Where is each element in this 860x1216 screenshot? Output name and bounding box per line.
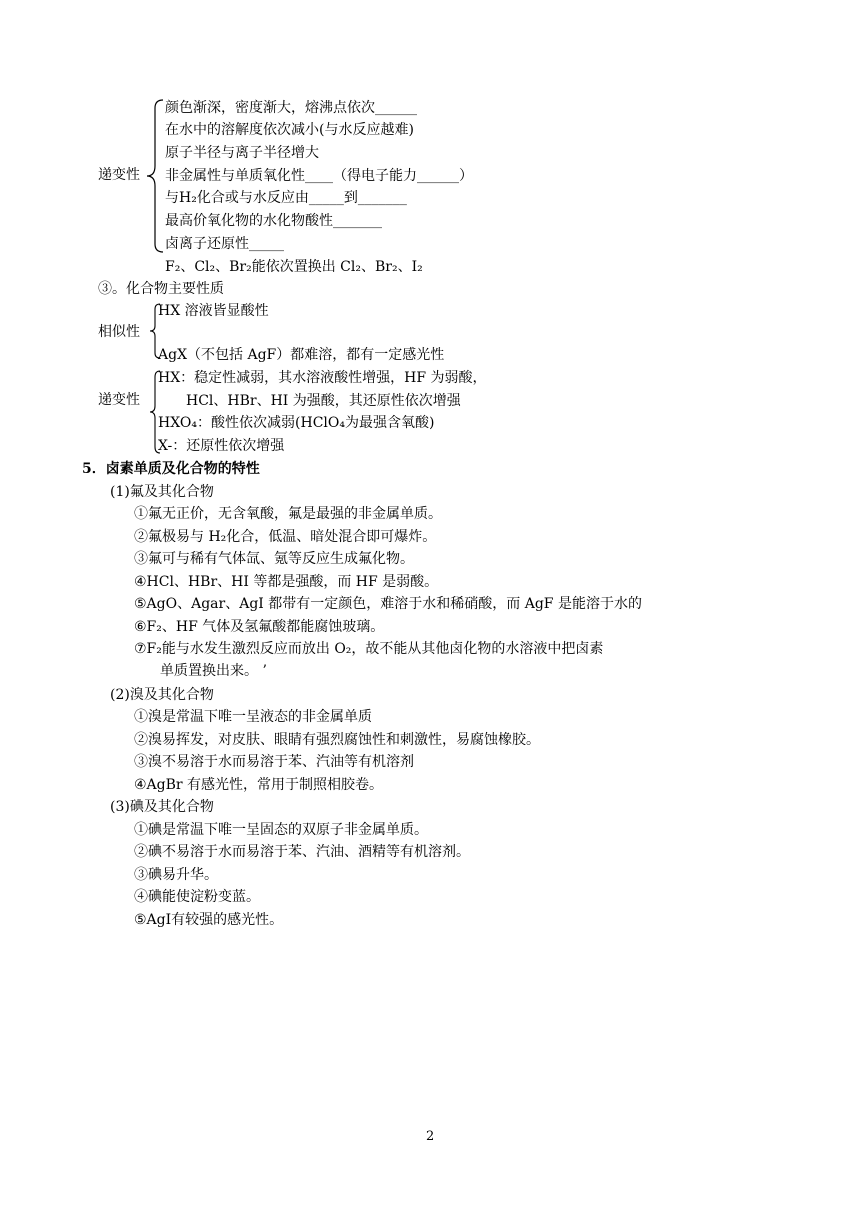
trend2-label: 递变性: [98, 392, 140, 408]
section5-title: 5．卤素单质及化合物的特性: [82, 461, 260, 477]
trend2-item-2: HCl、HBr、HI 为强酸，其还原性依次增强: [186, 393, 461, 409]
similar-item-1: HX 溶液皆显酸性: [158, 303, 269, 319]
fluorine-item-2: ②氟极易与 H₂化合，低温、暗处混合即可爆炸。: [134, 529, 437, 545]
page-number: 2: [426, 1129, 435, 1144]
fluorine-item-5: ⑤AgO、Agar、AgI 都带有一定颜色，难溶于水和稀硝酸，而 AgF 是能溶于水的: [134, 596, 642, 612]
trend1-label: 递变性: [98, 167, 140, 183]
trend1-item-5: 与H₂化合或与水反应由_____到_______: [165, 190, 407, 206]
displace-line: F₂、Cl₂、Br₂能依次置换出 Cl₂、Br₂、I₂: [165, 259, 423, 275]
trend1-item-4: 非金属性与单质氧化性____（得电子能力______）: [165, 168, 473, 184]
bromine-item-4: ④AgBr 有感光性，常用于制照相胶卷。: [134, 777, 384, 793]
similar-label: 相似性: [98, 324, 140, 340]
fluorine-item-3: ③氟可与稀有气体氙、氪等反应生成氟化物。: [134, 551, 414, 567]
fluorine-item-7-cont: 单质置换出来。 ’: [160, 663, 267, 679]
iodine-title: (3)碘及其化合物: [110, 799, 214, 815]
trend1-item-2: 在水中的溶解度依次减小(与水反应越难): [165, 122, 414, 138]
compounds-heading: ③。化合物主要性质: [98, 281, 224, 297]
fluorine-item-1: ①氟无正价，无含氧酸，氟是最强的非金属单质。: [134, 506, 442, 522]
bromine-item-2: ②溴易挥发，对皮肤、眼睛有强烈腐蚀性和刺激性，易腐蚀橡胶。: [134, 732, 540, 748]
trend1-item-7: 卤离子还原性_____: [165, 236, 284, 252]
trend2-item-1: HX：稳定性减弱，其水溶液酸性增强，HF 为弱酸，: [158, 370, 487, 386]
iodine-item-1: ①碘是常温下唯一呈固态的双原子非金属单质。: [134, 822, 428, 838]
fluorine-item-6: ⑥F₂、HF 气体及氢氟酸都能腐蚀玻璃。: [134, 619, 385, 635]
bromine-title: (2)溴及其化合物: [110, 687, 214, 703]
iodine-item-3: ③碘易升华。: [134, 867, 218, 883]
trend1-item-1: 颜色渐深，密度渐大，熔沸点依次______: [165, 100, 417, 116]
brace-trend1: [145, 98, 167, 254]
iodine-item-5: ⑤AgI有较强的感光性。: [134, 912, 284, 928]
fluorine-item-4: ④HCl、HBr、HI 等都是强酸，而 HF 是弱酸。: [134, 574, 439, 590]
bromine-item-1: ①溴是常温下唯一呈液态的非金属单质: [134, 709, 372, 725]
trend2-item-4: X-：还原性依次增强: [158, 438, 285, 454]
trend1-item-6: 最高价氧化物的水化物酸性_______: [165, 213, 382, 229]
trend2-item-3: HXO₄：酸性依次减弱(HClO₄为最强含氧酸): [158, 415, 435, 431]
trend1-item-3: 原子半径与离子半径增大: [165, 145, 319, 161]
fluorine-title: (1)氟及其化合物: [110, 484, 214, 500]
bromine-item-3: ③溴不易溶于水而易溶于苯、汽油等有机溶剂: [134, 754, 414, 770]
iodine-item-2: ②碘不易溶于水而易溶于苯、汽油、酒精等有机溶剂。: [134, 844, 470, 860]
iodine-item-4: ④碘能使淀粉变蓝。: [134, 889, 260, 905]
similar-item-2: AgX（不包括 AgF）都难溶，都有一定感光性: [158, 347, 445, 363]
fluorine-item-7: ⑦F₂能与水发生激烈反应而放出 O₂，故不能从其他卤化物的水溶液中把卤素: [134, 641, 604, 657]
